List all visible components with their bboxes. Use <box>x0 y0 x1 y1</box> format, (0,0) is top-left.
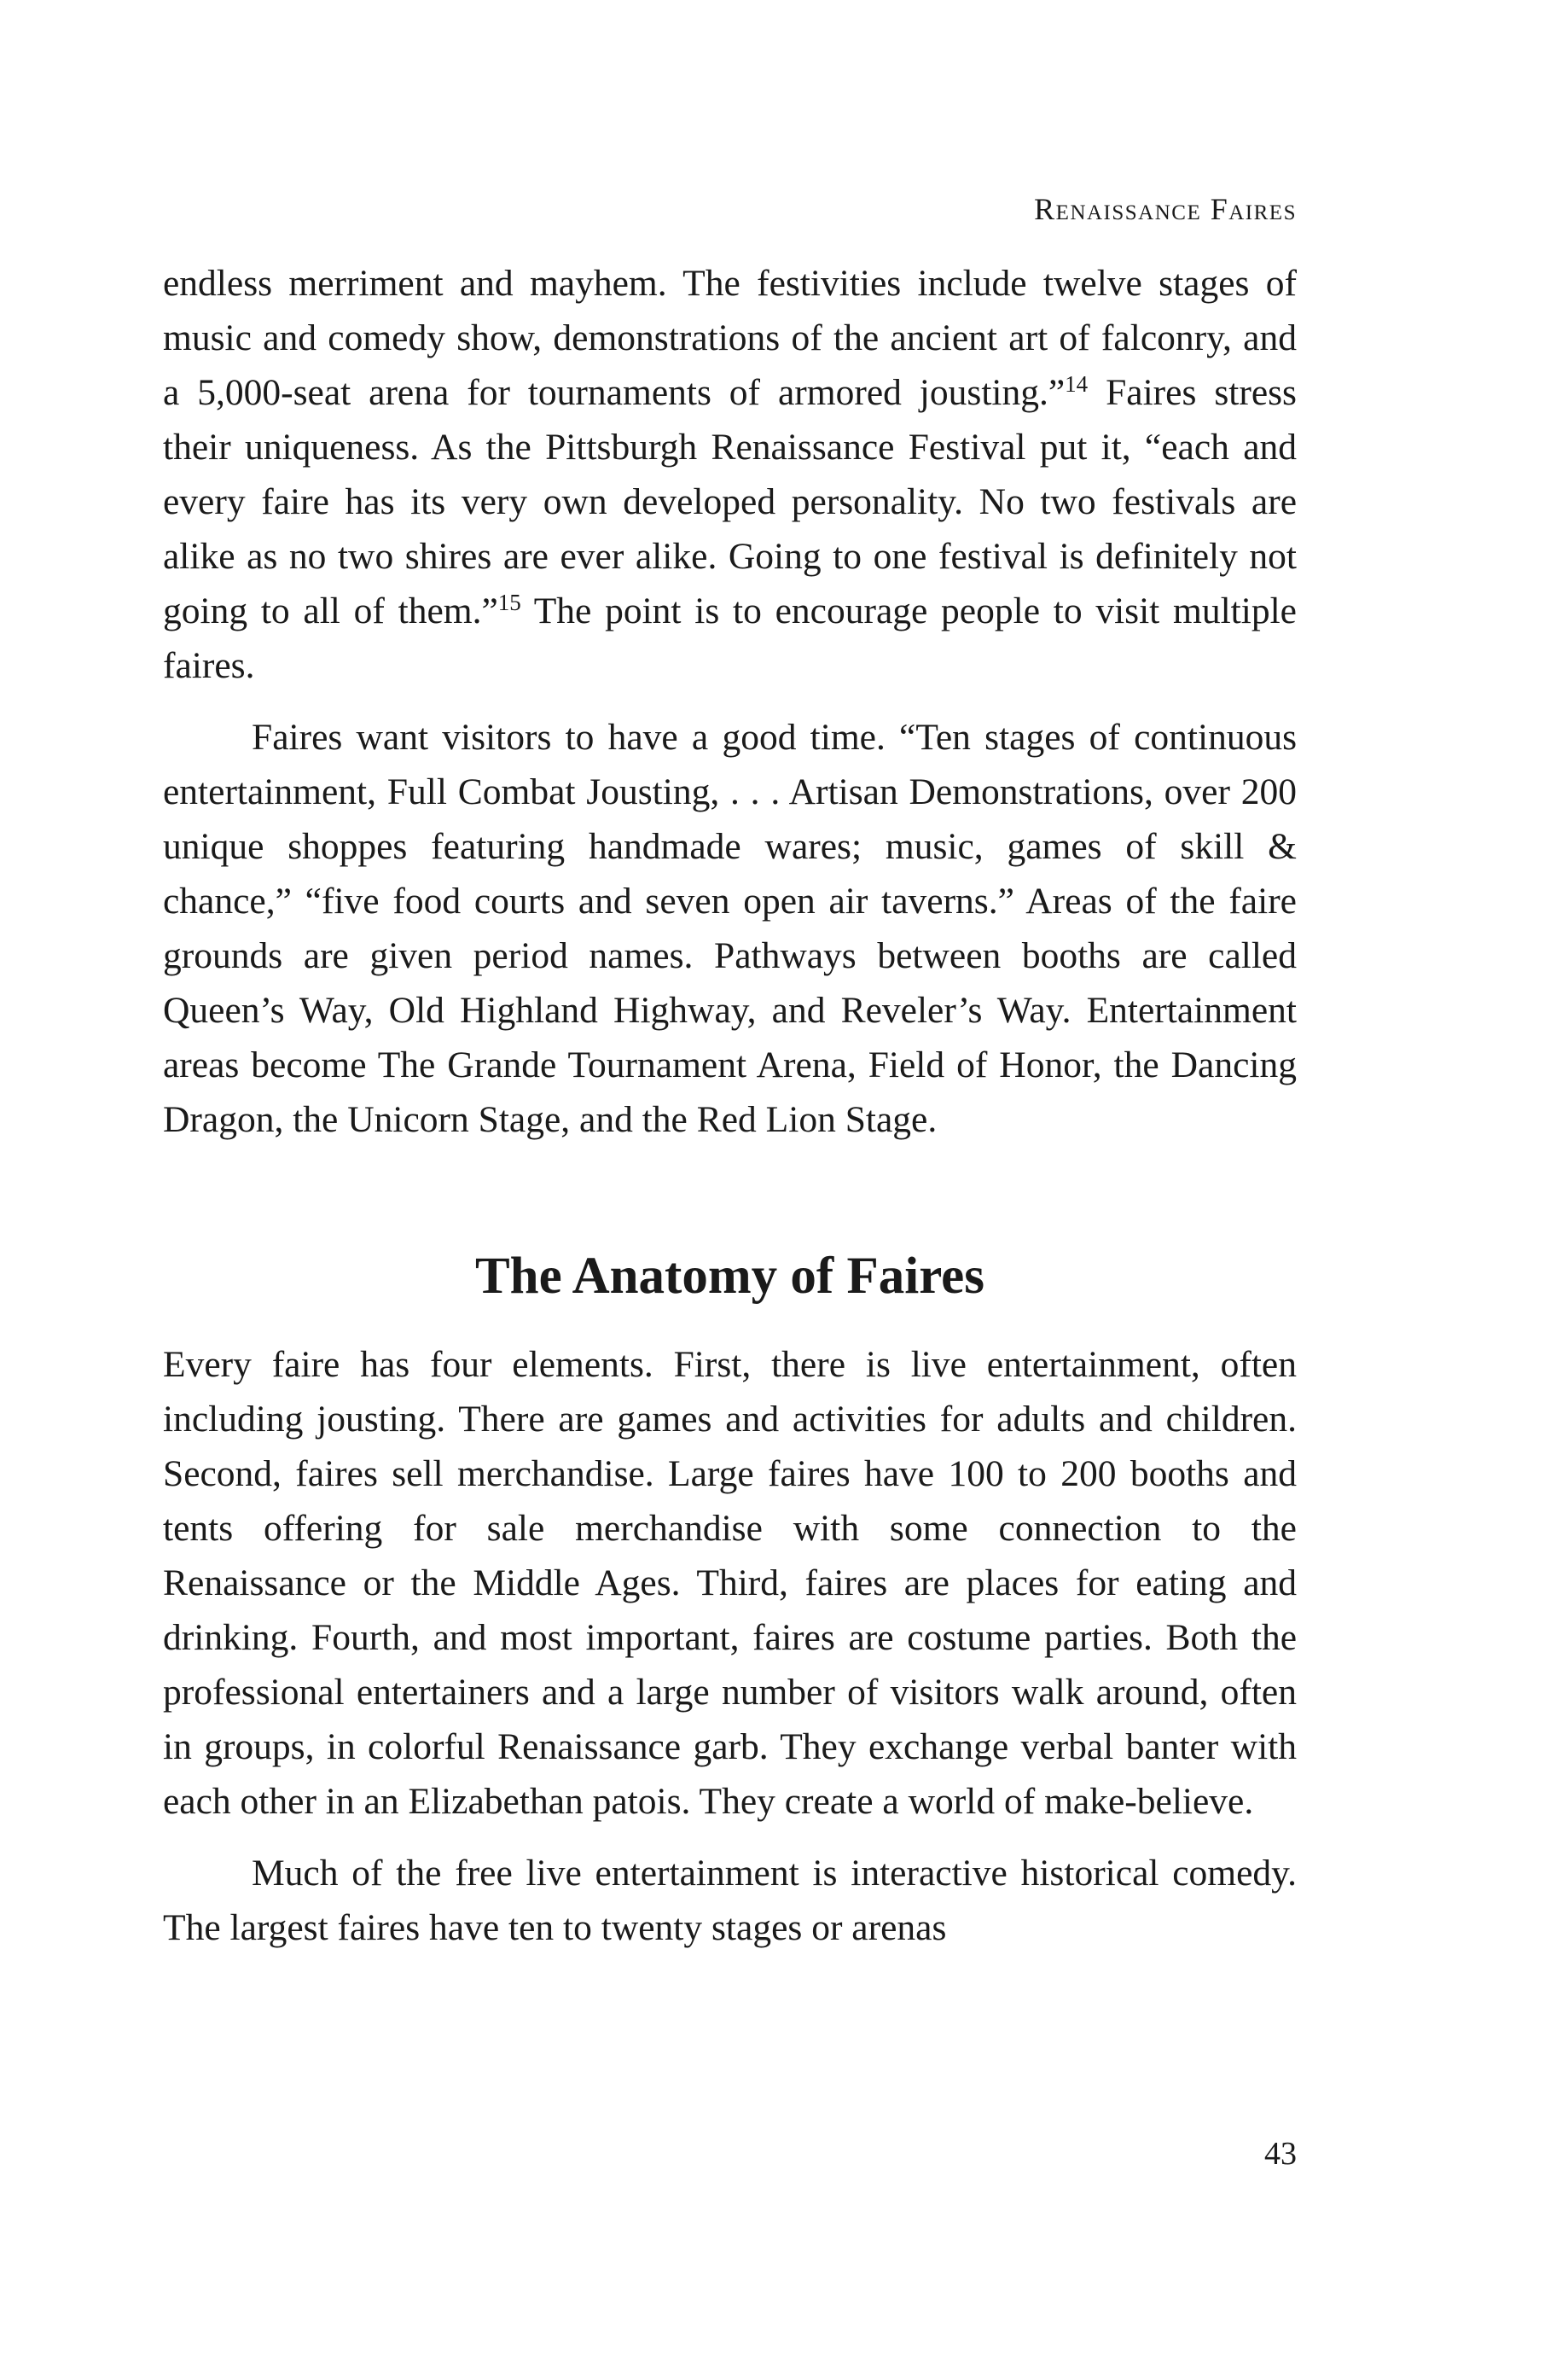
footnote-ref-15[interactable]: 15 <box>497 590 521 615</box>
paragraph-2: Faires want visitors to have a good time. “Ten stages of continuous entertainment, Full Combat Jousting, . . . Artisan Demonstrations, over 200 unique shoppes featuring handmade wares; music, games of skill & chance,” “five food courts and seven open air taverns.” Areas of the faire grounds are given period names. Pathways between booths are called Queen’s Way, Old Highland Highway, and Reveler’s Way. Entertainment areas become The Grande Tournament Arena, Field of Honor, the Dancing Dragon, the Unicorn Stage, and the Red Lion Stage. <box>163 717 1297 1140</box>
paragraph-4: Much of the free live entertainment is interactive historical comedy. The largest faires have ten to twenty stages or arenas <box>163 1853 1297 1948</box>
running-head-title: Renaissance Faires <box>1034 192 1297 226</box>
paragraph-1-text-c: The point is to encourage people to visit multiple faires. <box>163 591 1297 686</box>
text-block <box>163 256 1297 1955</box>
paragraph-1-text-a: endless merriment and mayhem. The festivities include twelve stages of music and comedy show, demonstrations of the ancient art of falconry, and a 5,000-seat arena for tournaments of armored jousting.” <box>163 263 1297 413</box>
footnote-ref-14[interactable]: 14 <box>1065 371 1089 397</box>
paragraph-1-text-b: Faires stress their uniqueness. As the Pittsburgh Renaissance Festival put it, “each and every faire has its very own developed personality. No two festivals are alike as no two shires are ever alike. Going to one festival is definitely not going to all of them.” <box>163 372 1297 631</box>
running-head <box>1034 191 1297 227</box>
paragraph-1 <box>163 256 1297 693</box>
paragraph-3: Every faire has four elements. First, there is live entertainment, often including jousting. There are games and activities for adults and children. Second, faires sell merchandise. Large faires have 100 to 200 booths and tents offering for sale merchandise with some connection to the Renaissance or the Middle Ages. Third, faires are places for eating and drinking. Fourth, and most important, faires are costume parties. Both the professional entertainers and a large number of visitors walk around, often in groups, in colorful Renaissance garb. They exchange verbal banter with each other in an Elizabethan patois. They create a world of make-believe. <box>163 1344 1297 1822</box>
section-heading: The Anatomy of Faires <box>475 1248 984 1305</box>
page-number: 43 <box>1264 2136 1297 2172</box>
